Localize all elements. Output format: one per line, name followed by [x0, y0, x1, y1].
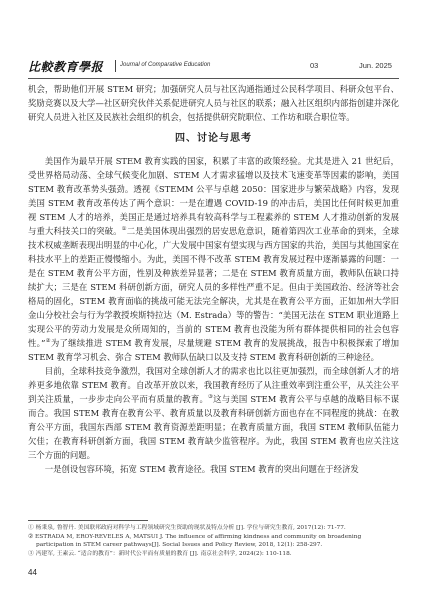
section-title: 四、讨论与思考 — [175, 133, 252, 144]
header-rule — [28, 78, 399, 79]
page-number: 44 — [28, 568, 37, 577]
footnote-ref: ② — [45, 338, 51, 345]
footnote: ① 杨秉泉, 鲁智丹. 美国联邦政府对科学与工程领域研究生资助的现状及特点分析 [J]. 学位与研究生教育, 2017(12): 71-77. — [28, 525, 346, 531]
footnote-rule — [28, 520, 148, 521]
footnote-ref: ① — [121, 226, 127, 233]
issue-number: 03 — [310, 61, 319, 70]
journal-english-name: Journal of Comparative Education — [120, 62, 211, 68]
footnotes — [28, 520, 399, 558]
paragraph: 美国作为最早开展 STEM 教育实践的国家，积累了丰富的政策经验。尤其是进入 21 世纪后，受世界格局动荡、全球气候变化加剧、STEM 人才需求猛增以及技术飞速变革等因素的影响，美国 STEM 教育改革势头强劲。透视《STEMM 公平与卓越 2050：国家进步与繁荣战略》内容，发现美国 STEM 教育改革传达了两个意识：一是在遭遇 COVID-19 的冲击后，美国比任何时候更加重视 STEM 人才的培养，美国正是通过培养具有较高科学与工程素养的 STEM 人才推动创新的发展与重大科技关口的突破。①二是美国体现出强烈的居安思危意识，随着第四次工业革命的到来，全球技术权威垄断表现出明显的中心化，广大发展中国家有望实现与西方国家的共治，美国与其他国家在科技水平上的差距正慢慢缩小。为此，美国不得不改革 STEM 教育发展过程中逐渐暴露的问题：一是在 STEM 教育公平方面，性别及种族差异显著；二是在 STEM 教育质量方面，教师队伍缺口持续扩大；三是在 STEM 科研创新方面，研究人员的多样性严重不足。但由于美国政治、经济等社会格局的固化，STEM 教育面临的挑战可能无法完全解决，尤其是在教育公平方面，正如加州大学旧金山分校社会与行为学教授埃斯特拉达（M. Estrada）等的警告：“美国无法在 STEM 职业道路上实现公平的劳动力发展是众所周知的，当前的 STEM 教育也没能为所有群体提供相同的社会包容性。”②为了继续推进 STEM 教育发展，尽量规避 STEM 教育的发展挑战，报告中积极探索了增加 STEM 教育学习机会、弥合 STEM 教师队伍缺口以及支持 STEM 教育科研创新的三种途径。 — [28, 156, 400, 362]
footnote-ref: ③ — [208, 394, 214, 401]
issue-date: Jun. 2025 — [359, 61, 392, 70]
paragraph: 目前，全球科技竞争激烈，我国对全球创新人才的需求也比以往更加强烈，而全球创新人才的培养更多地依靠 STEM 教育。自改革开放以来，我国教育经历了从注重效率到注重公平，从关注公平到关注质量，一步步走向公平而有质量的教育。③这与美国 STEM 教育公平与卓越的战略目标不谋而合。我国 STEM 教育在教育公平、教育质量以及教育科研创新方面也存在不同程度的挑战：在教育公平方面，我国东西部 STEM 教育资源差距明显；在教育质量方面，我国 STEM 教师队伍能力欠佳；在教育科研创新方面，我国 STEM 教育缺少监管程序。为此，我国 STEM 教育也应关注这三个方面的问题。 — [28, 366, 400, 460]
paragraph: 机会，帮助他们开展 STEM 研究；加强研究人员与社区沟通指通过公民科学项目、科研众包平台、奖励竞赛以及大学—社区研究伙伴关系促进研究人员与社区的联系；融入社区组织内部指创建并深化研究人员进入社区及民族社会组织的机会，包括提供研究院职位、工作坊和联合职位等。 — [28, 84, 399, 122]
footnote: ② ESTRADA M, EROY-REVELES A, MATSUI J. The influence of affirming kindness and community on broadening participation in STEM career pathways[J]. Social Issues and Policy Review, 2018, 12(1): 258-297. — [28, 533, 362, 549]
footnote: ③ 冯建军, 王素云. “适合的教育”：新时代公平而有质量的教育 [J]. 南京社会科学, 2024(2): 110-118. — [28, 550, 292, 557]
paragraph: 一是创设包容环境，拓宽 STEM 教育途径。我国 STEM 教育的突出问题在于经济发 — [44, 464, 359, 474]
article-body — [28, 82, 399, 476]
page-header — [28, 56, 399, 76]
journal-logo: 比較教育學报 — [28, 60, 104, 74]
logo-divider — [115, 60, 116, 72]
